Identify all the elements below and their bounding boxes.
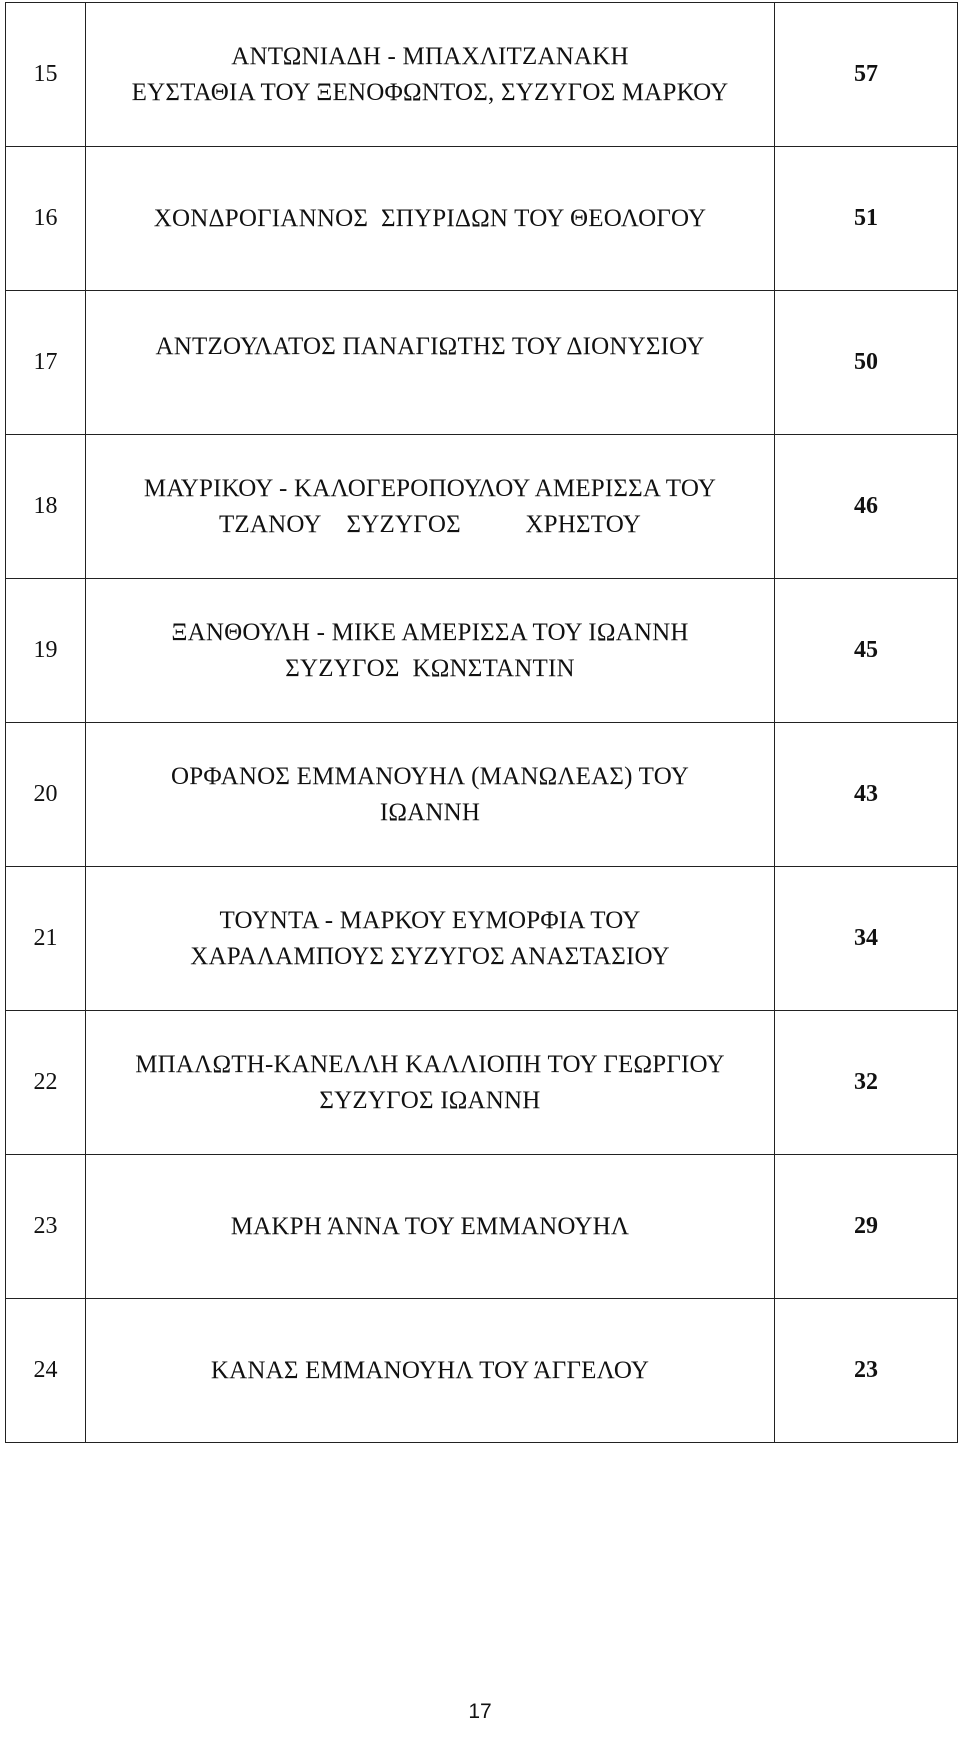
row-number: 20 <box>6 723 86 867</box>
candidate-name <box>86 291 775 435</box>
candidate-name-line: ΜΑΥΡΙΚΟΥ - ΚΑΛΟΓΕΡΟΠΟΥΛΟΥ ΑΜΕΡΙΣΣΑ ΤΟΥ <box>143 474 717 502</box>
table-row <box>6 1011 958 1155</box>
results-table <box>5 2 958 1443</box>
row-number: 21 <box>6 867 86 1011</box>
row-number: 15 <box>6 3 86 147</box>
candidate-name-line: ΜΠΑΛΩΤΗ-ΚΑΝΕΛΛΗ ΚΑΛΛΙΟΠΗ ΤΟΥ ΓΕΩΡΓΙΟΥ <box>135 1050 725 1078</box>
table-row <box>6 867 958 1011</box>
page-number: 17 <box>468 1700 492 1723</box>
candidate-name-line: ΧΑΡΑΛΑΜΠΟΥΣ ΣΥΖΥΓΟΣ ΑΝΑΣΤΑΣΙΟΥ <box>190 942 670 970</box>
row-number: 18 <box>6 435 86 579</box>
row-number: 19 <box>6 579 86 723</box>
candidate-name-line: ΣΥΖΥΓΟΣ ΙΩΑΝΝΗ <box>319 1086 541 1114</box>
candidate-name <box>86 147 775 291</box>
vote-count: 34 <box>775 867 958 1011</box>
candidate-name <box>86 1011 775 1155</box>
table-row <box>6 435 958 579</box>
vote-count: 50 <box>775 291 958 435</box>
candidate-name <box>86 435 775 579</box>
candidate-name-line: ΚΑΝΑΣ ΕΜΜΑΝΟΥΗΛ ΤΟΥ ΆΓΓΕΛΟΥ <box>210 1356 650 1384</box>
row-number: 22 <box>6 1011 86 1155</box>
vote-count: 32 <box>775 1011 958 1155</box>
candidate-name-line: ΤΖΑΝΟΥ ΣΥΖΥΓΟΣ ΧΡΗΣΤΟΥ <box>218 510 642 538</box>
table-row <box>6 579 958 723</box>
table-row <box>6 147 958 291</box>
table-row <box>6 1299 958 1443</box>
candidate-name <box>86 1155 775 1299</box>
candidate-name-line: ΣΥΖΥΓΟΣ ΚΩΝΣΤΑΝΤΙΝ <box>285 654 575 682</box>
row-number: 24 <box>6 1299 86 1443</box>
vote-count: 43 <box>775 723 958 867</box>
vote-count: 45 <box>775 579 958 723</box>
candidate-name <box>86 1299 775 1443</box>
candidate-name-line: ΕΥΣΤΑΘΙΑ ΤΟΥ ΞΕΝΟΦΩΝΤΟΣ, ΣΥΖΥΓΟΣ ΜΑΡΚΟΥ <box>131 78 729 106</box>
row-number: 16 <box>6 147 86 291</box>
vote-count: 29 <box>775 1155 958 1299</box>
table-row <box>6 723 958 867</box>
vote-count: 51 <box>775 147 958 291</box>
candidate-name-line: ΧΟΝΔΡΟΓΙΑΝΝΟΣ ΣΠΥΡΙΔΩΝ ΤΟΥ ΘΕΟΛΟΓΟΥ <box>153 204 707 232</box>
table-row <box>6 3 958 147</box>
candidate-name-line: ΟΡΦΑΝΟΣ ΕΜΜΑΝΟΥΗΛ (ΜΑΝΩΛΕΑΣ) ΤΟΥ <box>171 762 689 790</box>
vote-count: 46 <box>775 435 958 579</box>
vote-count: 23 <box>775 1299 958 1443</box>
table-row <box>6 1155 958 1299</box>
table-row <box>6 291 958 435</box>
candidate-name <box>86 723 775 867</box>
candidate-name-line: ΞΑΝΘΟΥΛΗ - ΜΙΚΕ ΑΜΕΡΙΣΣΑ ΤΟΥ ΙΩΑΝΝΗ <box>171 618 689 646</box>
candidate-name <box>86 3 775 147</box>
vote-count: 57 <box>775 3 958 147</box>
row-number: 23 <box>6 1155 86 1299</box>
candidate-name-line: ΙΩΑΝΝΗ <box>379 798 481 826</box>
candidate-name <box>86 579 775 723</box>
candidate-name-line: ΑΝΤΖΟΥΛΑΤΟΣ ΠΑΝΑΓΙΩΤΗΣ ΤΟΥ ΔΙΟΝΥΣΙΟΥ <box>155 332 705 360</box>
candidate-name-line: ΤΟΥΝΤΑ - ΜΑΡΚΟΥ ΕΥΜΟΡΦΙΑ ΤΟΥ <box>219 906 641 934</box>
candidate-name-line: ΜΑΚΡΗ ΆΝΝΑ ΤΟΥ ΕΜΜΑΝΟΥΗΛ <box>230 1212 630 1240</box>
candidate-name-line: ΑΝΤΩΝΙΑΔΗ - ΜΠΑΧΛΙΤΖΑΝΑΚΗ <box>231 42 629 70</box>
row-number: 17 <box>6 291 86 435</box>
candidate-name <box>86 867 775 1011</box>
